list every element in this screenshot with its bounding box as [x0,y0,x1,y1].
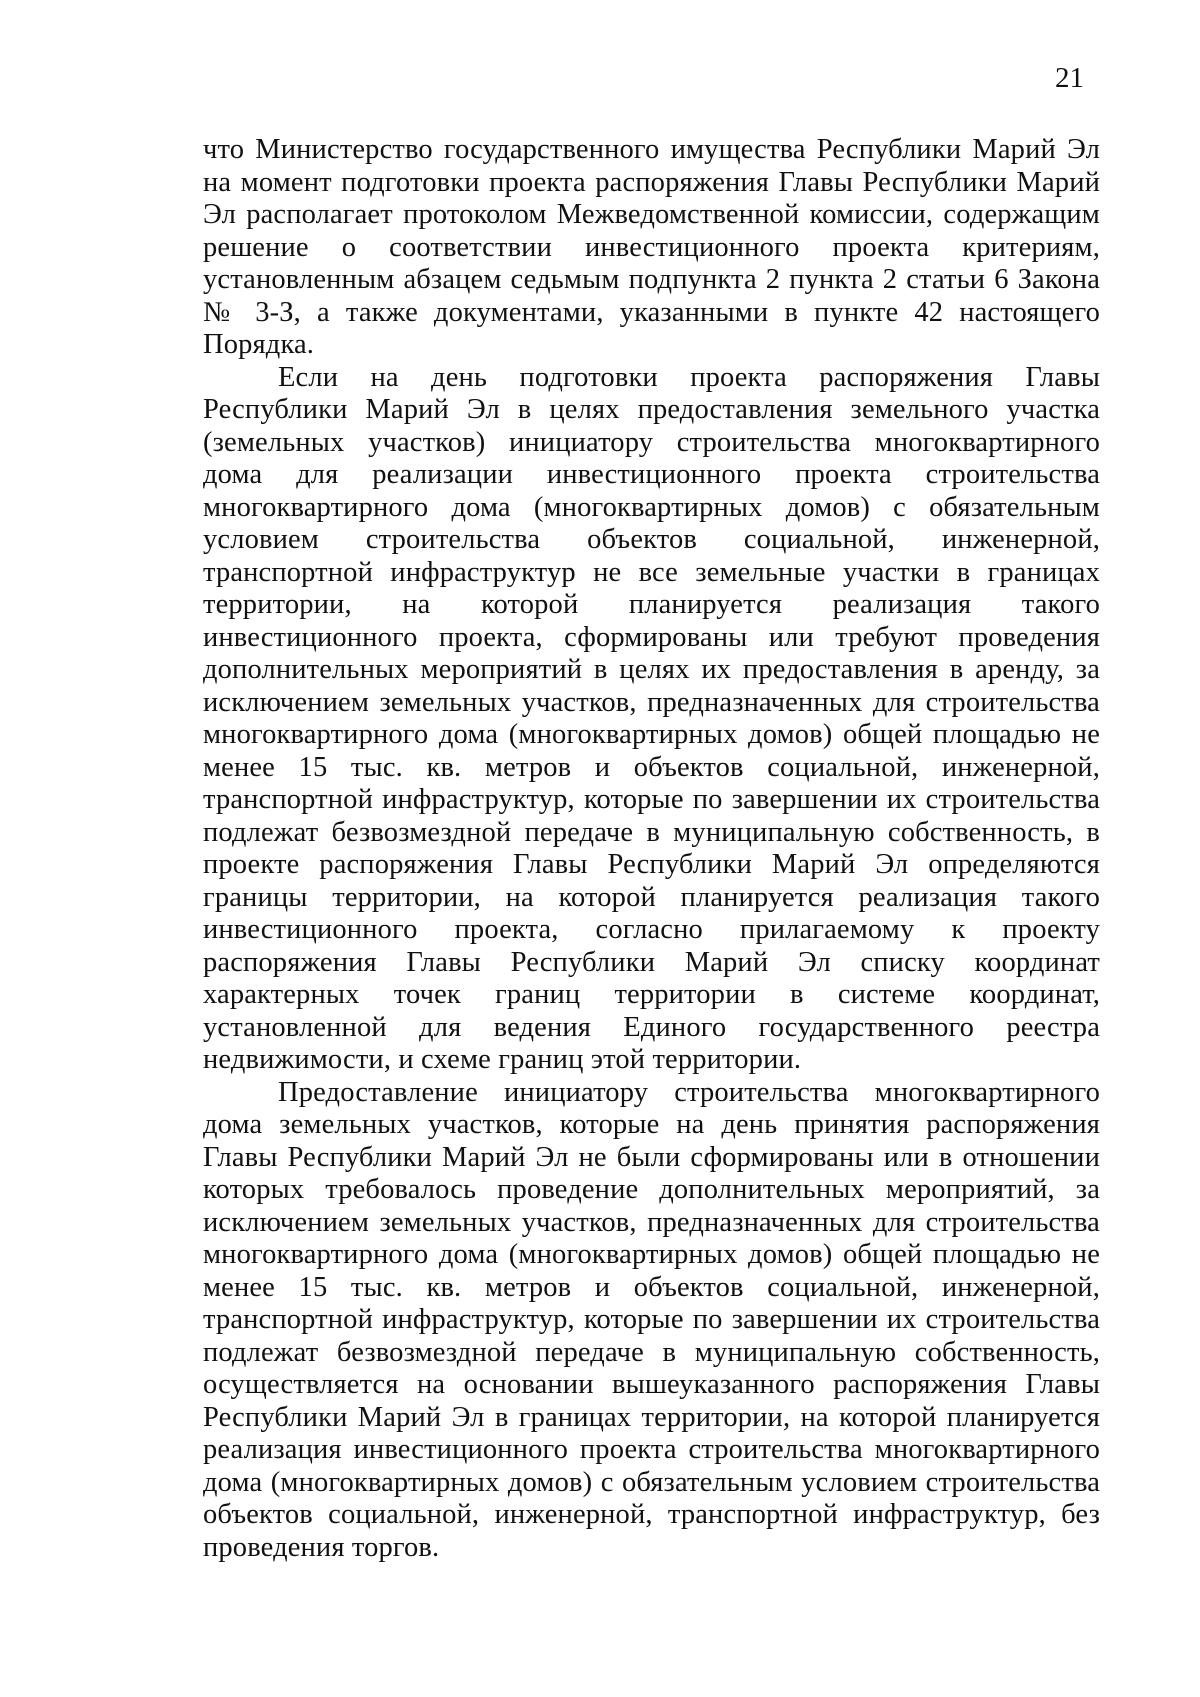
paragraph-territory-boundaries: Если на день подготовки проекта распоряжения Главы Республики Марий Эл в целях предоставления земельного участка (земельных участков) инициатору строительства многоквартирного дома для реализации инвестиционного проекта строительства многоквартирного дома (многоквартирных домов) с обязательным условием строительства объектов социальной, инженерной, транспортной инфраструктур не все земельные участки в границах территории, на которой планируется реализация такого инвестиционного проекта, сформированы или требуют проведения дополнительных мероприятий в целях их предоставления в аренду, за исключением земельных участков, предназначенных для строительства многоквартирного дома (многоквартирных домов) общей площадью не менее 15 тыс. кв. метров и объектов социальной, инженерной, транспортной инфраструктур, которые по завершении их строительства подлежат безвозмездной передаче в муниципальную собственность, в проекте распоряжения Главы Республики Марий Эл определяются границы территории, на которой планируется реализация такого инвестиционного проекта, согласно прилагаемому к проекту распоряжения Главы Республики Марий Эл списку координат характерных точек границ территории в системе координат, установленной для ведения Единого государственного реестра недвижимости, и схеме границ этой территории. [203,361,1100,1075]
document-body [203,134,1100,1564]
paragraph-continuation: что Министерство государственного имущества Республики Марий Эл на момент подготовки проекта распоряжения Главы Республики Марий Эл располагает протоколом Межведомственной комиссии, содержащим решение о соответствии инвестиционного проекта критериям, установленным абзацем седьмым подпункта 2 пункта 2 статьи 6 Закона № 3-З, а также документами, указанными в пункте 42 настоящего Порядка. [203,134,1100,360]
page-number: 21 [1055,62,1084,94]
paragraph-land-provision: Предоставление инициатору строительства многоквартирного дома земельных участков, которые на день принятия распоряжения Главы Республики Марий Эл не были сформированы или в отношении которых требовалось проведение дополнительных мероприятий, за исключением земельных участков, предназначенных для строительства многоквартирного дома (многоквартирных домов) общей площадью не менее 15 тыс. кв. метров и объектов социальной, инженерной, транспортной инфраструктур, которые по завершении их строительства подлежат безвозмездной передаче в муниципальную собственность, осуществляется на основании вышеуказанного распоряжения Главы Республики Марий Эл в границах территории, на которой планируется реализация инвестиционного проекта строительства многоквартирного дома (многоквартирных домов) с обязательным условием строительства объектов социальной, инженерной, транспортной инфраструктур, без проведения торгов. [203,1076,1100,1563]
